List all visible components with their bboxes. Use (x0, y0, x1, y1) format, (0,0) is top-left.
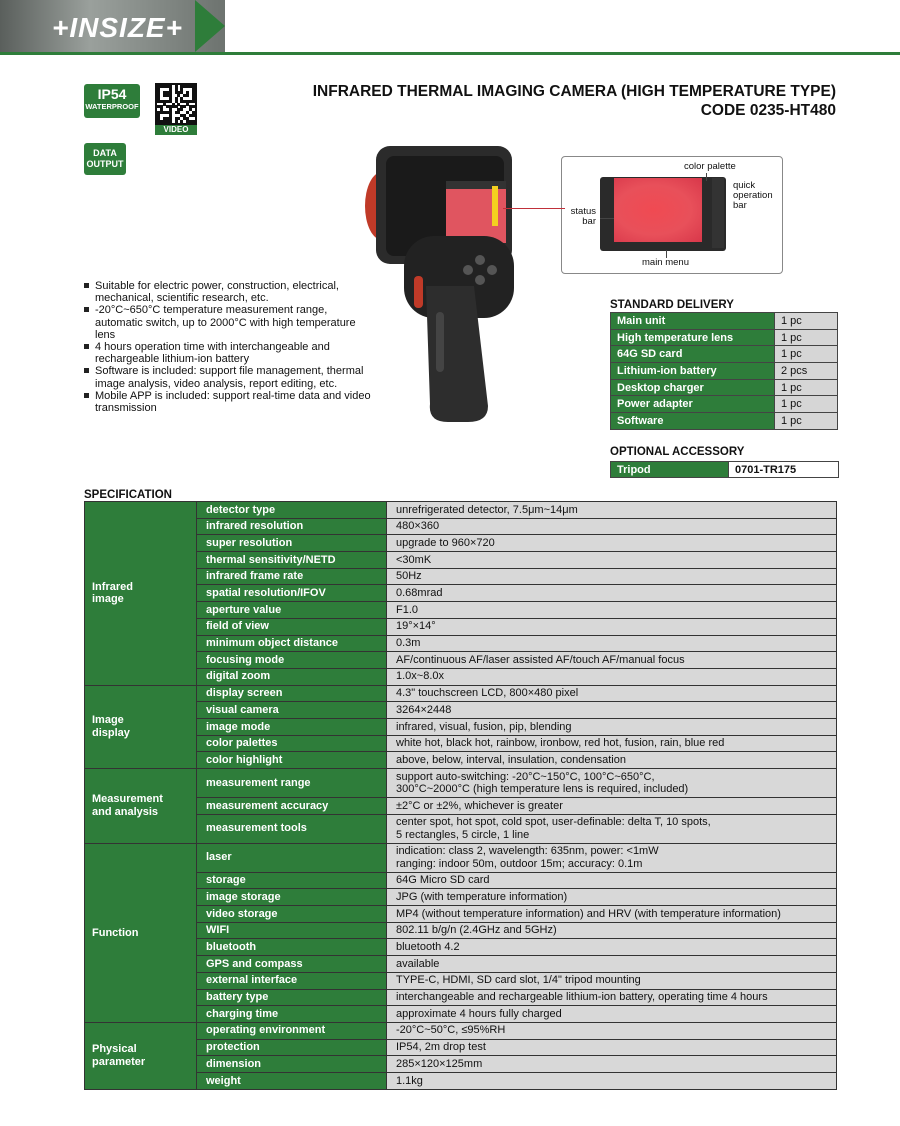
qr-module (175, 120, 178, 123)
thermal-view (614, 178, 702, 242)
delivery-qty: 1 pc (775, 413, 838, 430)
spec-value (387, 843, 837, 872)
spec-value-line: 5 rectangles, 5 circle, 1 line (396, 828, 530, 841)
spec-name: WIFI (197, 922, 387, 939)
spec-group-label-line: image (92, 593, 124, 606)
spec-value: 802.11 b/g/n (2.4GHz and 5GHz) (387, 922, 837, 939)
spec-value: F1.0 (387, 602, 837, 619)
spec-name: thermal sensitivity/NETD (197, 552, 387, 569)
delivery-qty: 1 pc (775, 346, 838, 363)
quick-operation-bar-label: quick operation bar (733, 180, 773, 211)
feature-item: Mobile APP is included: support real-time data and video transmission (84, 390, 374, 414)
table-row (85, 1039, 837, 1056)
spec-group-label-line: Physical (92, 1043, 137, 1056)
table-row (85, 635, 837, 652)
table-row (85, 889, 837, 906)
spec-name: focusing mode (197, 652, 387, 669)
product-title (313, 82, 836, 120)
table-row (611, 346, 838, 363)
table-row (85, 906, 837, 923)
spec-group-name (85, 843, 197, 1022)
spec-value: 480×360 (387, 518, 837, 535)
table-row (85, 518, 837, 535)
spec-name: minimum object distance (197, 635, 387, 652)
status-bar-label: status bar (570, 206, 596, 227)
feature-item: Suitable for electric power, construction, electrical, mechanical, scientific research, etc. (84, 280, 374, 304)
spec-name: measurement range (197, 769, 387, 798)
spec-name: measurement tools (197, 814, 387, 843)
spec-value (387, 769, 837, 798)
spec-value: bluetooth 4.2 (387, 939, 837, 956)
spec-value: available (387, 956, 837, 973)
thermal-camera-image (362, 136, 522, 426)
specification-table (84, 501, 837, 1090)
spec-value-line: 300°C~2000°C (high temperature lens is required, included) (396, 783, 689, 795)
delivery-qty: 1 pc (775, 396, 838, 413)
product-name: INFRARED THERMAL IMAGING CAMERA (HIGH TEMPERATURE TYPE) (312, 83, 836, 100)
standard-delivery-title: STANDARD DELIVERY (610, 299, 734, 311)
spec-group-label-line: Function (92, 926, 139, 939)
table-row (85, 502, 837, 519)
spec-name: display screen (197, 685, 387, 702)
table-row (85, 752, 837, 769)
table-row (85, 1056, 837, 1073)
accessory-code: 0701-TR175 (729, 462, 839, 478)
table-row (85, 685, 837, 702)
standard-delivery-table (610, 312, 838, 430)
header-rule (0, 52, 900, 55)
table-row (85, 989, 837, 1006)
qr-video-label: VIDEO (155, 125, 197, 135)
spec-group-name (85, 502, 197, 686)
spec-value: above, below, interval, insulation, condensation (387, 752, 837, 769)
delivery-item: High temperature lens (611, 329, 775, 346)
table-row (85, 535, 837, 552)
qr-module (192, 114, 195, 117)
table-row (611, 363, 838, 380)
spec-value: -20°C~50°C, ≤95%RH (387, 1022, 837, 1039)
spec-value: 19°×14° (387, 618, 837, 635)
spec-name: aperture value (197, 602, 387, 619)
spec-name: external interface (197, 972, 387, 989)
table-row (85, 585, 837, 602)
specification-title: SPECIFICATION (84, 489, 172, 501)
spec-group-label-line: display (92, 726, 130, 739)
qr-module (180, 120, 183, 123)
spec-value: 285×120×125mm (387, 1056, 837, 1073)
spec-name: detector type (197, 502, 387, 519)
spec-name: laser (197, 843, 387, 872)
table-row (85, 668, 837, 685)
table-row (85, 814, 837, 843)
spec-group-label-line: Infrared (92, 580, 133, 593)
table-row (85, 552, 837, 569)
table-row (85, 702, 837, 719)
spec-value-line: support auto-switching: -20°C~150°C, 100°C~650°C, (396, 770, 655, 783)
spec-name: operating environment (197, 1022, 387, 1039)
table-row (85, 798, 837, 815)
delivery-item: Software (611, 413, 775, 430)
table-row (85, 568, 837, 585)
qr-module (183, 105, 186, 108)
product-code: CODE 0235-HT480 (700, 102, 836, 119)
spec-name: image storage (197, 889, 387, 906)
spec-name: infrared resolution (197, 518, 387, 535)
qr-module (192, 100, 195, 103)
feature-item: 4 hours operation time with interchangeable and rechargeable lithium-ion battery (84, 341, 374, 365)
table-row (85, 922, 837, 939)
table-row (85, 1072, 837, 1089)
spec-value: 1.1kg (387, 1072, 837, 1089)
table-row (611, 329, 838, 346)
header-banner (0, 0, 900, 56)
header-chevron (195, 0, 225, 52)
table-row (85, 769, 837, 798)
spec-name: charging time (197, 1006, 387, 1023)
spec-name: measurement accuracy (197, 798, 387, 815)
table-row (611, 379, 838, 396)
delivery-item: Lithium-ion battery (611, 363, 775, 380)
delivery-qty: 2 pcs (775, 363, 838, 380)
quick-operation-bar-graphic (712, 178, 724, 248)
color-palette-label: color palette (684, 161, 736, 172)
spec-name: super resolution (197, 535, 387, 552)
optional-accessory-title: OPTIONAL ACCESSORY (610, 446, 745, 458)
qr-code-icon[interactable] (155, 83, 197, 125)
qr-module (180, 108, 183, 111)
delivery-item: Main unit (611, 313, 775, 330)
spec-name: dimension (197, 1056, 387, 1073)
feature-item: Software is included: support file management, thermal image analysis, video analysis, report editing, etc. (84, 365, 374, 389)
spec-value: TYPE-C, HDMI, SD card slot, 1/4" tripod mounting (387, 972, 837, 989)
spec-group-name (85, 1022, 197, 1089)
qr-module (192, 120, 195, 123)
spec-value: approximate 4 hours fully charged (387, 1006, 837, 1023)
spec-group-label-line: Measurement (92, 793, 163, 806)
spec-value-line: indication: class 2, wavelength: 635nm, power: <1mW (396, 845, 659, 858)
spec-value: 0.3m (387, 635, 837, 652)
table-row (85, 718, 837, 735)
table-row (611, 313, 838, 330)
spec-name: video storage (197, 906, 387, 923)
spec-name: field of view (197, 618, 387, 635)
table-row (611, 462, 839, 478)
accessory-name: Tripod (611, 462, 729, 478)
spec-value-line: center spot, hot spot, cold spot, user-definable: delta T, 10 spots, (396, 816, 711, 829)
spec-value: upgrade to 960×720 (387, 535, 837, 552)
spec-name: color palettes (197, 735, 387, 752)
table-row (85, 602, 837, 619)
data-output-badge: DATA OUTPUT (84, 143, 126, 175)
spec-value: infrared, visual, fusion, pip, blending (387, 718, 837, 735)
delivery-item: Power adapter (611, 396, 775, 413)
optional-accessory-table (610, 461, 839, 478)
spec-name: color highlight (197, 752, 387, 769)
table-row (611, 396, 838, 413)
table-row (85, 1022, 837, 1039)
status-bar-leader (503, 208, 565, 209)
delivery-item: Desktop charger (611, 379, 775, 396)
table-row (85, 956, 837, 973)
spec-value: 0.68mrad (387, 585, 837, 602)
spec-name: digital zoom (197, 668, 387, 685)
spec-value: ±2°C or ±2%, whichever is greater (387, 798, 837, 815)
spec-value: MP4 (without temperature information) and HRV (with temperature information) (387, 906, 837, 923)
ip54-badge: IP54 WATERPROOF (84, 84, 140, 118)
status-bar-pointer (600, 218, 614, 219)
spec-name: storage (197, 872, 387, 889)
qr-module (169, 120, 172, 123)
spec-value (387, 814, 837, 843)
palette-pointer (706, 173, 707, 181)
spec-value: white hot, black hot, rainbow, ironbow, red hot, fusion, rain, blue red (387, 735, 837, 752)
spec-name: visual camera (197, 702, 387, 719)
table-row (85, 1006, 837, 1023)
spec-group-name (85, 685, 197, 768)
spec-group-label-line: Image (92, 714, 124, 727)
qr-module (192, 105, 195, 108)
spec-value: 64G Micro SD card (387, 872, 837, 889)
spec-group-label-line: and analysis (92, 805, 159, 818)
table-row (85, 618, 837, 635)
spec-group-label-line: parameter (92, 1055, 146, 1068)
table-row (85, 843, 837, 872)
spec-name: image mode (197, 718, 387, 735)
spec-value: JPG (with temperature information) (387, 889, 837, 906)
table-row (85, 872, 837, 889)
delivery-qty: 1 pc (775, 379, 838, 396)
spec-value: 50Hz (387, 568, 837, 585)
spec-value: 4.3" touchscreen LCD, 800×480 pixel (387, 685, 837, 702)
spec-name: infrared frame rate (197, 568, 387, 585)
spec-name: spatial resolution/IFOV (197, 585, 387, 602)
spec-value: <30mK (387, 552, 837, 569)
spec-name: weight (197, 1072, 387, 1089)
delivery-item: 64G SD card (611, 346, 775, 363)
table-row (85, 735, 837, 752)
spec-value: AF/continuous AF/laser assisted AF/touch AF/manual focus (387, 652, 837, 669)
delivery-qty: 1 pc (775, 313, 838, 330)
table-row (85, 939, 837, 956)
table-row (85, 652, 837, 669)
table-row (85, 972, 837, 989)
spec-name: bluetooth (197, 939, 387, 956)
brand-logo: +INSIZE+ (52, 12, 183, 43)
table-row (611, 413, 838, 430)
spec-value-line: ranging: indoor 50m, outdoor 15m; accuracy: 0.1m (396, 857, 643, 870)
spec-value: 1.0x~8.0x (387, 668, 837, 685)
feature-item: -20°C~650°C temperature measurement range, automatic switch, up to 2000°C with high temperature lens (84, 304, 374, 341)
delivery-qty: 1 pc (775, 329, 838, 346)
main-menu-label: main menu (642, 257, 689, 268)
spec-value: 3264×2448 (387, 702, 837, 719)
feature-list (84, 280, 374, 414)
spec-name: protection (197, 1039, 387, 1056)
qr-module (186, 94, 189, 97)
spec-value: unrefrigerated detector, 7.5μm~14μm (387, 502, 837, 519)
spec-name: GPS and compass (197, 956, 387, 973)
spec-value: IP54, 2m drop test (387, 1039, 837, 1056)
spec-value: interchangeable and rechargeable lithium-ion battery, operating time 4 hours (387, 989, 837, 1006)
spec-name: battery type (197, 989, 387, 1006)
spec-group-name (85, 769, 197, 844)
